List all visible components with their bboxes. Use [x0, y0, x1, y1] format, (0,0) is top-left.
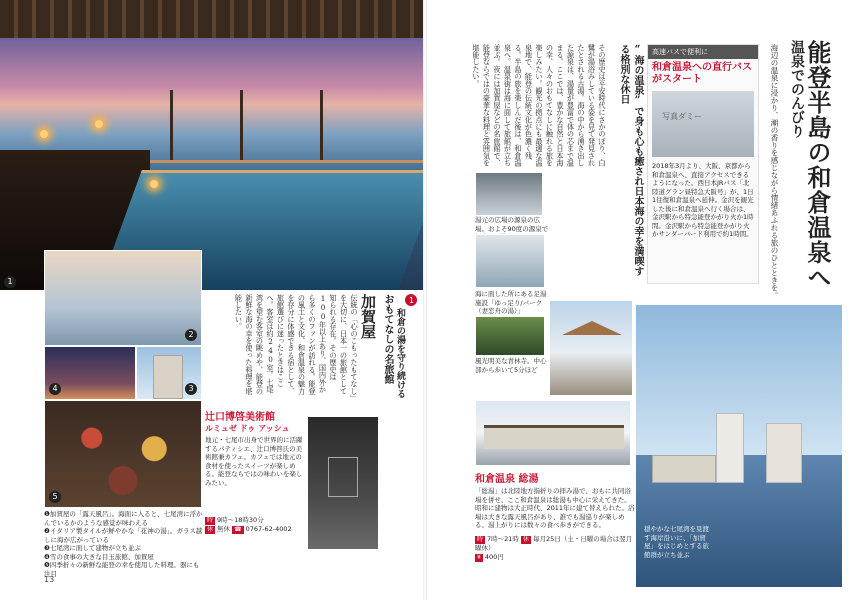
phone-icon: ☎: [234, 526, 242, 533]
cafe-closed: 無休: [217, 525, 231, 533]
photo-kaiseki-meal: [44, 400, 202, 508]
soyu-hours: 7時～21時: [487, 535, 519, 543]
photo-lamp: [95, 120, 103, 128]
closed-icon: 休: [523, 536, 530, 543]
caption-3: ❸七尾湾に面して建物が立ち並ぶ: [44, 544, 141, 552]
photo-number-badge: 1: [4, 276, 16, 288]
closed-icon: 休: [207, 526, 214, 533]
caption-photo-footbath: 海に面した所にある足湯施設「ゆっ足り/パーク（妻恋舟の湯）」: [475, 290, 547, 315]
hero-title-line2: 能登半島の和倉温泉へ: [803, 40, 832, 290]
soyu-info: [475, 535, 637, 553]
cafe-name-sub: ルミュゼ ドゥ アッシュ: [205, 423, 290, 433]
feature-headline: “海の温泉”で身も心も癒され日本海の幸を満喫する格別な休日: [618, 44, 643, 276]
photo-hotel-building: [766, 423, 802, 483]
photo-lamp: [40, 130, 48, 138]
photo-roof: [0, 0, 430, 38]
feature-body-cont: [553, 172, 643, 312]
soyu-body: 「総湯」は北陸地方指折りの拝み湯で、おもに共同浴場を併せ、ここ和倉温泉は総湯も中心に栄えてきた。昭和に建物は大正時代、2011年に建て替えられた。浴場は大きな露天風呂があり、誰でも湯巡りが楽しめる。湯上がりには数々の食べ歩きができる。: [475, 487, 635, 529]
cafe-tel: 0767-62-4002: [245, 525, 292, 533]
kagaya-kicker-2: おもてなしの名旅館: [382, 294, 393, 384]
photo-fountain: [475, 172, 543, 216]
caption-photo-temple: 風光明美な青林寺。中心部から歩いて5分ほど: [475, 357, 547, 374]
photo-display: [328, 457, 358, 497]
bus-box-body: 2018年3月より、大阪、京都から和倉温泉へ、直接アクセスできるようになった。西日本JRバス「北陸道グラン昼特急大阪号」が、1日1往復和倉温泉へ延伸。金沢を観光した後に和倉温泉へ行く場合は、金沢駅から特急能登かがり火か1時間。金沢駅から特急能登かがり火かサンダーバード利用で約1時間。: [652, 162, 754, 238]
right-page: [425, 0, 850, 600]
photo-post: [320, 90, 323, 160]
photo-railing: [150, 160, 430, 163]
photo-number-badge: 4: [49, 383, 61, 395]
photo-temple: [475, 316, 545, 356]
photo-hotel-building: [652, 455, 716, 483]
kagaya-name: 加賀屋: [359, 294, 377, 339]
photo-hotel-building: [716, 413, 744, 483]
photo-post: [170, 90, 173, 160]
hero-photo-kagaya-open-air-bath: [0, 0, 430, 290]
bus-box-title: 和倉温泉への直行バスがスタート: [652, 62, 752, 85]
photo-soyu-building: [475, 400, 631, 466]
cafe-name: 辻口博啓美術館: [205, 412, 275, 423]
soyu-price: 400円: [484, 552, 504, 561]
caption-photo-fountain: 湯元の広場の源泉の広場。およそ90度の源泉で: [475, 216, 549, 233]
cafe-body: 地元・七尾市出身で世界的に活躍するパティシエ、辻口博啓氏の美術館兼カフェ。カフェでは地元の食材を使ったスイーツが楽しめる。能登ならではの味わいを楽しみたい。: [205, 436, 303, 487]
photo-kashin-no-yu: [44, 250, 202, 346]
feature-body: その歴史は平安時代にさかのぼり、白鷺が湯浴みしている姿を見て発見されたとされる古湯。海の中から湧き出した源泉は、湯量が豊富で体の芯まで温まる。ここでは、豊かな自然と日本海の幸、人々のおもてなしに触れる旅を楽しみたい。観光の拠点にも最適な温泉地で、能登の伝統文化が色濃く残る。半島の旅を楽しんだ後は、和倉温泉へ。温泉街は海に面して旅館が立ち並ぶ。夜には加賀屋などの名旅館で、能登ならではの豪華な料理と雰囲気を堪能したい。: [472, 44, 607, 167]
cafe-hours: 9時～18時30分: [217, 516, 264, 524]
photo-number-badge: 5: [49, 491, 61, 503]
clock-icon: 時: [477, 536, 484, 543]
cafe-info: [205, 516, 305, 534]
clock-icon: 時: [207, 517, 214, 524]
photo-hotel-tower: [136, 346, 202, 400]
caption-5: ❺四季折々の新鮮な能登の幸を使用した料理。器にも注目: [44, 561, 200, 578]
photo-number-badge: 3: [185, 383, 197, 395]
caption-bay-photo: 穏やかな七尾湾を見渡す海岸沿いに、「加賀屋」をはじめとする旅館群が立ち並ぶ: [644, 525, 709, 559]
photo-cafe-interior: [307, 416, 379, 550]
photo-soyu-pavilion: [549, 300, 633, 396]
bus-box-photo-label: 写真ダミー: [662, 112, 702, 121]
kagaya-number: 1: [407, 295, 416, 305]
bus-box: [647, 44, 759, 284]
left-photo-captions: [44, 510, 204, 578]
photo-number-badge: 2: [185, 329, 197, 341]
photo-building-front: [484, 425, 624, 449]
kagaya-section: [205, 292, 423, 404]
soyu-name: 和倉温泉 総湯: [475, 474, 539, 485]
soyu-section: [475, 470, 637, 560]
photo-post: [240, 90, 243, 160]
caption-1: ❶加賀屋の「露天風呂」。海面に入ると、七尾湾に浮かんでいるかのような感覚が味わえる: [44, 510, 203, 527]
caption-2: ❷イタリア製タイルが鮮やかな「花神の湯」。ガラス越しに海が広がっている: [44, 527, 203, 544]
kagaya-body: 伝統の「心のこもったもてなし」を大切に、日本一の旅館として知られる存在。その歴史は100年以上あり、国内外から多くのファンが訪れる。能登の風土と文化、和倉温泉の魅力を存分に体感できる宿として、旅館選びに迷ったときはここへ。客室は約240室。七尾湾を望む客室の眺めや、能登の新鮮な海の幸を使った料理を堪能したい。: [234, 294, 359, 399]
kagaya-kicker: 和倉の湯を守り続ける: [395, 308, 405, 398]
photo-building: [153, 355, 183, 399]
hero-lead: 海辺の温泉に浸かり、潮の香りを感じながら情緒あふれる旅のひとときを。: [770, 44, 779, 299]
photo-hotel-dusk: [44, 346, 136, 400]
photo-nanao-bay-hotels: [635, 304, 841, 586]
cafe-section: [205, 408, 305, 548]
page-number: 13: [44, 575, 55, 584]
hero-title-line1: 温泉でのんびり: [789, 40, 805, 138]
photo-footbath-park: [475, 234, 545, 288]
bus-box-photo: [652, 91, 754, 157]
soyu-price-row: [475, 553, 637, 562]
caption-4: ❹雪の食事の大きな目玉旅館、加賀屋: [44, 552, 154, 561]
photo-roof-shape: [562, 321, 622, 335]
soyu-closed: 毎月25日（土・日曜の場合は翌月曜休）: [475, 535, 633, 552]
photo-lamp: [150, 180, 158, 188]
gutter: [423, 0, 427, 600]
bus-box-tag: 高速バスで便利に: [648, 45, 758, 59]
yen-icon: ¥: [477, 553, 481, 561]
